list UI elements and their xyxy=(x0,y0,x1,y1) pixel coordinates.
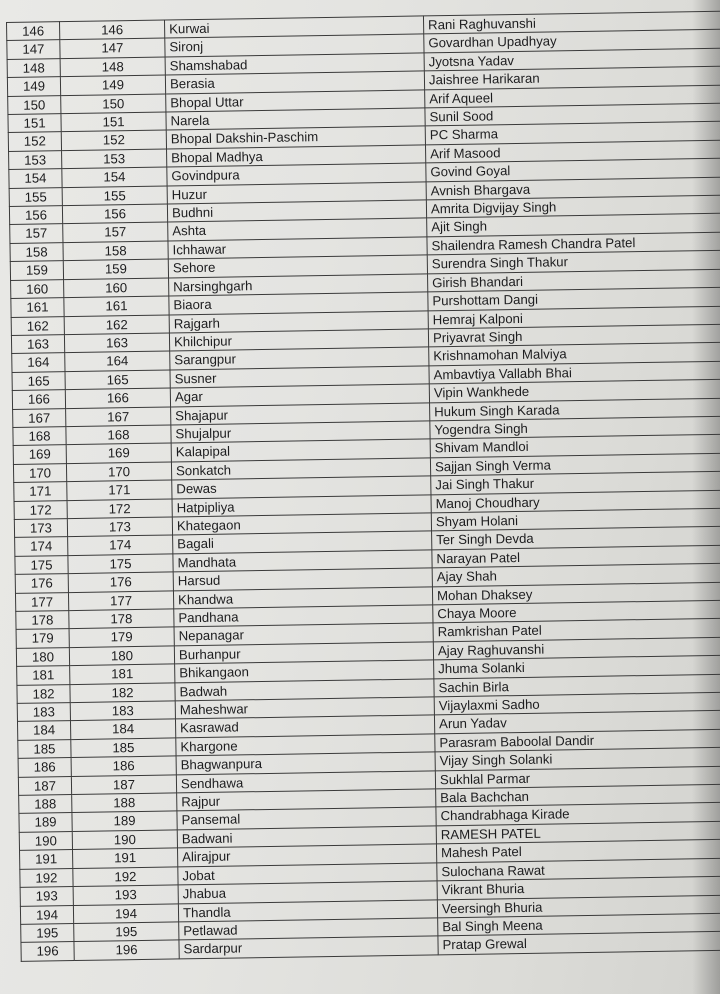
constituency-number-cell: 171 xyxy=(67,480,172,500)
constituency-number-cell: 149 xyxy=(60,75,165,95)
candidate-name-cell: Parasram Baboolal Dandir xyxy=(435,729,720,752)
serial-number-cell: 147 xyxy=(7,40,60,59)
constituency-number-cell: 146 xyxy=(60,20,165,40)
constituency-number-cell: 191 xyxy=(73,848,178,868)
constituency-number-cell: 156 xyxy=(62,204,167,224)
constituency-name-cell: Khargone xyxy=(176,734,435,756)
candidate-name-cell: Chaya Moore xyxy=(433,600,720,623)
serial-number-cell: 175 xyxy=(15,555,68,574)
constituency-number-cell: 152 xyxy=(61,130,166,150)
constituency-number-cell: 176 xyxy=(68,572,173,592)
constituency-name-cell: Sehore xyxy=(168,255,427,277)
serial-number-cell: 172 xyxy=(14,500,67,519)
constituency-name-cell: Mandhata xyxy=(173,550,432,572)
constituency-number-cell: 170 xyxy=(66,462,171,482)
constituency-name-cell: Sardarpur xyxy=(179,936,438,958)
constituency-number-cell: 157 xyxy=(63,222,168,242)
serial-number-cell: 149 xyxy=(7,77,60,96)
constituency-name-cell: Kalapipal xyxy=(171,439,430,461)
serial-number-cell: 156 xyxy=(9,206,62,225)
serial-number-cell: 171 xyxy=(14,482,67,501)
constituency-name-cell: Rajpur xyxy=(177,789,436,811)
serial-number-cell: 195 xyxy=(21,923,74,942)
serial-number-cell: 152 xyxy=(8,132,61,151)
table-container xyxy=(6,10,720,962)
candidate-name-cell: Ramkrishan Patel xyxy=(433,619,720,642)
serial-number-cell: 173 xyxy=(14,519,67,538)
serial-number-cell: 188 xyxy=(19,795,72,814)
serial-number-cell: 181 xyxy=(17,666,70,685)
constituency-number-cell: 190 xyxy=(72,830,177,850)
constituency-name-cell: Narsinghgarh xyxy=(169,274,428,296)
serial-number-cell: 189 xyxy=(19,813,72,832)
constituency-name-cell: Sonkatch xyxy=(171,458,430,480)
constituency-name-cell: Khilchipur xyxy=(169,329,428,351)
constituency-name-cell: Budhni xyxy=(167,200,426,222)
serial-number-cell: 192 xyxy=(20,868,73,887)
constituency-name-cell: Ichhawar xyxy=(168,237,427,259)
constituency-name-cell: Bhopal Madhya xyxy=(167,145,426,167)
constituency-name-cell: Shajapur xyxy=(171,402,430,424)
constituency-name-cell: Biaora xyxy=(169,292,428,314)
constituency-name-cell: Burhanpur xyxy=(174,642,433,664)
constituency-number-cell: 163 xyxy=(64,333,169,353)
candidate-name-cell: Arif Aqueel xyxy=(425,85,720,108)
serial-number-cell: 190 xyxy=(19,831,72,850)
candidate-name-cell: Avnish Bhargava xyxy=(426,177,720,200)
constituency-number-cell: 148 xyxy=(60,57,165,77)
constituency-name-cell: Agar xyxy=(170,384,429,406)
constituency-number-cell: 172 xyxy=(67,499,172,519)
candidate-name-cell: Priyavrat Singh xyxy=(428,324,720,347)
constituency-name-cell: Sironj xyxy=(165,34,424,56)
constituency-number-cell: 186 xyxy=(71,756,176,776)
serial-number-cell: 164 xyxy=(12,353,65,372)
candidate-name-cell: Sukhlal Parmar xyxy=(435,766,720,789)
serial-number-cell: 186 xyxy=(18,758,71,777)
constituency-number-cell: 189 xyxy=(72,811,177,831)
serial-number-cell: 155 xyxy=(9,187,62,206)
constituency-number-cell: 154 xyxy=(62,167,167,187)
serial-number-cell: 163 xyxy=(11,335,64,354)
candidate-name-cell: Krishnamohan Malviya xyxy=(429,342,720,365)
constituency-number-cell: 183 xyxy=(70,701,175,721)
candidate-name-cell: Bal Singh Meena xyxy=(438,913,720,936)
candidate-name-cell: Ambavtiya Vallabh Bhai xyxy=(429,361,720,384)
candidate-name-cell: Govardhan Upadhyay xyxy=(424,30,720,53)
constituency-number-cell: 178 xyxy=(69,609,174,629)
constituency-number-cell: 164 xyxy=(65,351,170,371)
constituency-number-cell: 188 xyxy=(72,793,177,813)
candidate-name-cell: Shivam Mandloi xyxy=(430,435,720,458)
constituency-number-cell: 192 xyxy=(73,867,178,887)
serial-number-cell: 183 xyxy=(17,703,70,722)
candidate-name-cell: Manoj Choudhary xyxy=(431,490,720,513)
serial-number-cell: 191 xyxy=(20,850,73,869)
candidate-table-body xyxy=(7,11,720,961)
constituency-name-cell: Alirajpur xyxy=(177,844,436,866)
constituency-number-cell: 159 xyxy=(63,259,168,279)
serial-number-cell: 157 xyxy=(10,224,63,243)
candidate-name-cell: Ajay Raghuvanshi xyxy=(433,637,720,660)
serial-number-cell: 165 xyxy=(12,371,65,390)
constituency-number-cell: 196 xyxy=(74,940,179,960)
constituency-name-cell: Bhagwanpura xyxy=(176,752,435,774)
constituency-name-cell: Ashta xyxy=(168,218,427,240)
candidate-name-cell: Hukum Singh Karada xyxy=(430,398,720,421)
constituency-name-cell: Narela xyxy=(166,108,425,130)
serial-number-cell: 180 xyxy=(16,647,69,666)
candidate-name-cell: Pratap Grewal xyxy=(438,931,720,954)
constituency-number-cell: 150 xyxy=(61,94,166,114)
constituency-name-cell: Susner xyxy=(170,366,429,388)
constituency-number-cell: 165 xyxy=(65,370,170,390)
constituency-name-cell: Berasia xyxy=(165,71,424,93)
constituency-name-cell: Pansemal xyxy=(177,807,436,829)
constituency-number-cell: 169 xyxy=(66,443,171,463)
serial-number-cell: 160 xyxy=(11,279,64,298)
serial-number-cell: 168 xyxy=(13,427,66,446)
serial-number-cell: 176 xyxy=(15,574,68,593)
constituency-number-cell: 160 xyxy=(64,278,169,298)
candidate-name-cell: Vijay Singh Solanki xyxy=(435,747,720,770)
serial-number-cell: 146 xyxy=(7,22,60,41)
constituency-number-cell: 194 xyxy=(73,903,178,923)
constituency-name-cell: Govindpura xyxy=(167,163,426,185)
candidate-name-cell: Ter Singh Devda xyxy=(432,527,720,550)
constituency-number-cell: 185 xyxy=(71,738,176,758)
serial-number-cell: 167 xyxy=(13,408,66,427)
candidate-name-cell: Jaishree Harikaran xyxy=(424,66,720,89)
candidate-name-cell: Sulochana Rawat xyxy=(437,858,720,881)
constituency-name-cell: Huzur xyxy=(167,182,426,204)
constituency-number-cell: 175 xyxy=(68,554,173,574)
constituency-name-cell: Bhikangaon xyxy=(175,660,434,682)
serial-number-cell: 193 xyxy=(20,887,73,906)
candidate-name-cell: Mohan Dhaksey xyxy=(432,582,720,605)
candidate-name-cell: Hemraj Kalponi xyxy=(428,306,720,329)
serial-number-cell: 151 xyxy=(8,114,61,133)
serial-number-cell: 154 xyxy=(9,169,62,188)
constituency-number-cell: 180 xyxy=(69,646,174,666)
constituency-number-cell: 162 xyxy=(64,314,169,334)
serial-number-cell: 153 xyxy=(9,150,62,169)
candidate-name-cell: Bala Bachchan xyxy=(436,784,720,807)
constituency-name-cell: Bagali xyxy=(173,531,432,553)
candidate-name-cell: Jai Singh Thakur xyxy=(431,471,720,494)
serial-number-cell: 150 xyxy=(8,95,61,114)
candidate-name-cell: PC Sharma xyxy=(425,122,720,145)
candidate-name-cell: Sunil Sood xyxy=(425,103,720,126)
candidate-name-cell: Ajit Singh xyxy=(427,214,720,237)
serial-number-cell: 179 xyxy=(16,629,69,648)
constituency-number-cell: 147 xyxy=(60,38,165,58)
constituency-number-cell: 166 xyxy=(65,388,170,408)
candidate-name-cell: Arif Masood xyxy=(425,140,720,163)
constituency-name-cell: Shamshabad xyxy=(165,53,424,75)
candidate-name-cell: Sajjan Singh Verma xyxy=(430,453,720,476)
constituency-name-cell: Kurwai xyxy=(164,16,423,38)
serial-number-cell: 177 xyxy=(15,592,68,611)
constituency-name-cell: Petlawad xyxy=(179,918,438,940)
candidate-name-cell: Ajay Shah xyxy=(432,563,720,586)
constituency-name-cell: Maheshwar xyxy=(175,697,434,719)
serial-number-cell: 178 xyxy=(16,611,69,630)
candidate-name-cell: Shyam Holani xyxy=(431,508,720,531)
serial-number-cell: 166 xyxy=(12,390,65,409)
constituency-name-cell: Dewas xyxy=(172,476,431,498)
candidate-name-cell: Jyotsna Yadav xyxy=(424,48,720,71)
constituency-number-cell: 179 xyxy=(69,627,174,647)
constituency-name-cell: Sarangpur xyxy=(170,347,429,369)
constituency-number-cell: 161 xyxy=(64,296,169,316)
constituency-name-cell: Bhopal Uttar xyxy=(166,90,425,112)
candidate-name-cell: Surendra Singh Thakur xyxy=(427,250,720,273)
candidate-name-cell: Vipin Wankhede xyxy=(429,379,720,402)
constituency-number-cell: 187 xyxy=(71,775,176,795)
candidate-name-cell: Vikrant Bhuria xyxy=(437,876,720,899)
candidate-name-cell: Narayan Patel xyxy=(432,545,720,568)
serial-number-cell: 148 xyxy=(7,58,60,77)
candidate-name-cell: Chandrabhaga Kirade xyxy=(436,803,720,826)
candidate-name-cell: Vijaylaxmi Sadho xyxy=(434,692,720,715)
constituency-name-cell: Jhabua xyxy=(178,881,437,903)
constituency-name-cell: Kasrawad xyxy=(175,715,434,737)
constituency-name-cell: Harsud xyxy=(173,568,432,590)
serial-number-cell: 187 xyxy=(18,776,71,795)
candidate-name-cell: RAMESH PATEL xyxy=(436,821,720,844)
constituency-name-cell: Jobat xyxy=(178,863,437,885)
constituency-number-cell: 155 xyxy=(62,186,167,206)
candidate-name-cell: Purshottam Dangi xyxy=(428,287,720,310)
serial-number-cell: 161 xyxy=(11,298,64,317)
candidate-name-cell: Sachin Birla xyxy=(434,674,720,697)
serial-number-cell: 158 xyxy=(10,243,63,262)
constituency-number-cell: 182 xyxy=(70,683,175,703)
candidate-name-cell: Girish Bhandari xyxy=(428,269,720,292)
serial-number-cell: 196 xyxy=(21,942,74,961)
constituency-number-cell: 174 xyxy=(68,535,173,555)
candidate-table xyxy=(6,11,720,962)
candidate-name-cell: Govind Goyal xyxy=(426,158,720,181)
serial-number-cell: 159 xyxy=(10,261,63,280)
constituency-name-cell: Badwah xyxy=(175,678,434,700)
serial-number-cell: 194 xyxy=(20,905,73,924)
constituency-number-cell: 158 xyxy=(63,241,168,261)
constituency-name-cell: Thandla xyxy=(178,899,437,921)
candidate-name-cell: Jhuma Solanki xyxy=(434,655,720,678)
serial-number-cell: 174 xyxy=(15,537,68,556)
constituency-number-cell: 153 xyxy=(62,149,167,169)
serial-number-cell: 170 xyxy=(13,463,66,482)
candidate-name-cell: Yogendra Singh xyxy=(430,416,720,439)
constituency-name-cell: Shujalpur xyxy=(171,421,430,443)
candidate-name-cell: Shailendra Ramesh Chandra Patel xyxy=(427,232,720,255)
constituency-number-cell: 193 xyxy=(73,885,178,905)
constituency-name-cell: Hatpipliya xyxy=(172,494,431,516)
constituency-name-cell: Khategaon xyxy=(172,513,431,535)
candidate-name-cell: Mahesh Patel xyxy=(436,839,720,862)
constituency-number-cell: 151 xyxy=(61,112,166,132)
constituency-name-cell: Rajgarh xyxy=(169,310,428,332)
constituency-number-cell: 195 xyxy=(74,922,179,942)
constituency-number-cell: 181 xyxy=(70,664,175,684)
constituency-name-cell: Pandhana xyxy=(174,605,433,627)
candidate-name-cell: Arun Yadav xyxy=(434,711,720,734)
constituency-number-cell: 173 xyxy=(67,517,172,537)
candidate-name-cell: Amrita Digvijay Singh xyxy=(426,195,720,218)
serial-number-cell: 162 xyxy=(11,316,64,335)
constituency-number-cell: 177 xyxy=(68,591,173,611)
constituency-name-cell: Bhopal Dakshin-Paschim xyxy=(166,126,425,148)
constituency-number-cell: 184 xyxy=(70,719,175,739)
constituency-name-cell: Badwani xyxy=(177,826,436,848)
constituency-name-cell: Khandwa xyxy=(173,586,432,608)
constituency-name-cell: Nepanagar xyxy=(174,623,433,645)
candidate-name-cell: Rani Raghuvanshi xyxy=(423,11,720,34)
serial-number-cell: 182 xyxy=(17,684,70,703)
serial-number-cell: 169 xyxy=(13,445,66,464)
serial-number-cell: 185 xyxy=(18,739,71,758)
serial-number-cell: 184 xyxy=(17,721,70,740)
candidate-name-cell: Veersingh Bhuria xyxy=(437,895,720,918)
constituency-number-cell: 167 xyxy=(66,406,171,426)
constituency-number-cell: 168 xyxy=(66,425,171,445)
constituency-name-cell: Sendhawa xyxy=(176,771,435,793)
